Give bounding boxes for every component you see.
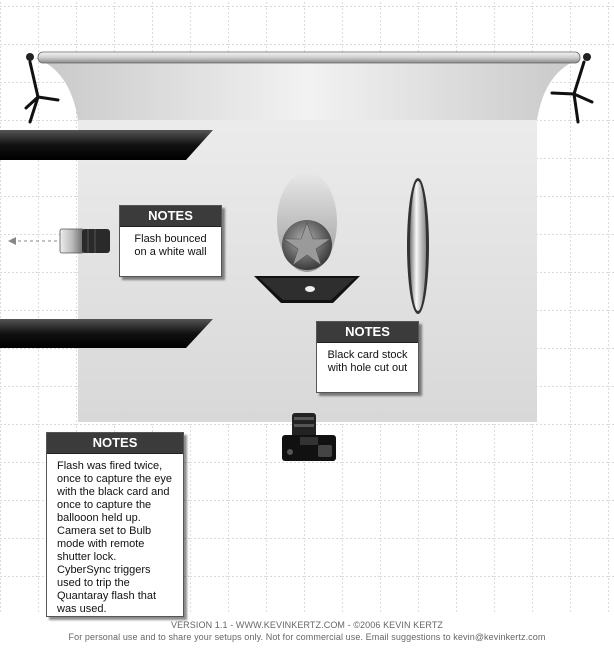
note-title: NOTES xyxy=(47,433,183,454)
black-flag-top xyxy=(0,130,213,160)
note-black-card xyxy=(316,321,419,393)
note-text: Flash bounced on a white wall xyxy=(134,233,207,258)
note-title: NOTES xyxy=(317,322,418,343)
note-title: NOTES xyxy=(120,206,221,227)
note-flash-bounce xyxy=(119,205,222,277)
black-flag-bottom xyxy=(0,319,213,348)
note-text: Black card stock with hole cut out xyxy=(327,349,408,374)
balloon-subject-icon xyxy=(277,172,337,272)
footer-version: VERSION 1.1 - WWW.KEVINKERTZ.COM - ©2006 KEVIN KERTZ xyxy=(170,620,444,630)
note-text: Flash was fired twice, once to capture the eye with the black card and once to capture the ballooon held up. Camera set to Bulb mode with remote shutter lock. CyberSync triggers used to trip the Quantaray flash that was used. xyxy=(57,460,172,615)
footer-usage: For personal use and to share your setups only. Not for commercial use. Email suggestions to kevin@kevinkertz.com xyxy=(68,632,546,642)
note-setup-details xyxy=(46,432,184,617)
reflector-icon xyxy=(407,178,429,314)
backdrop-rod xyxy=(26,52,591,63)
